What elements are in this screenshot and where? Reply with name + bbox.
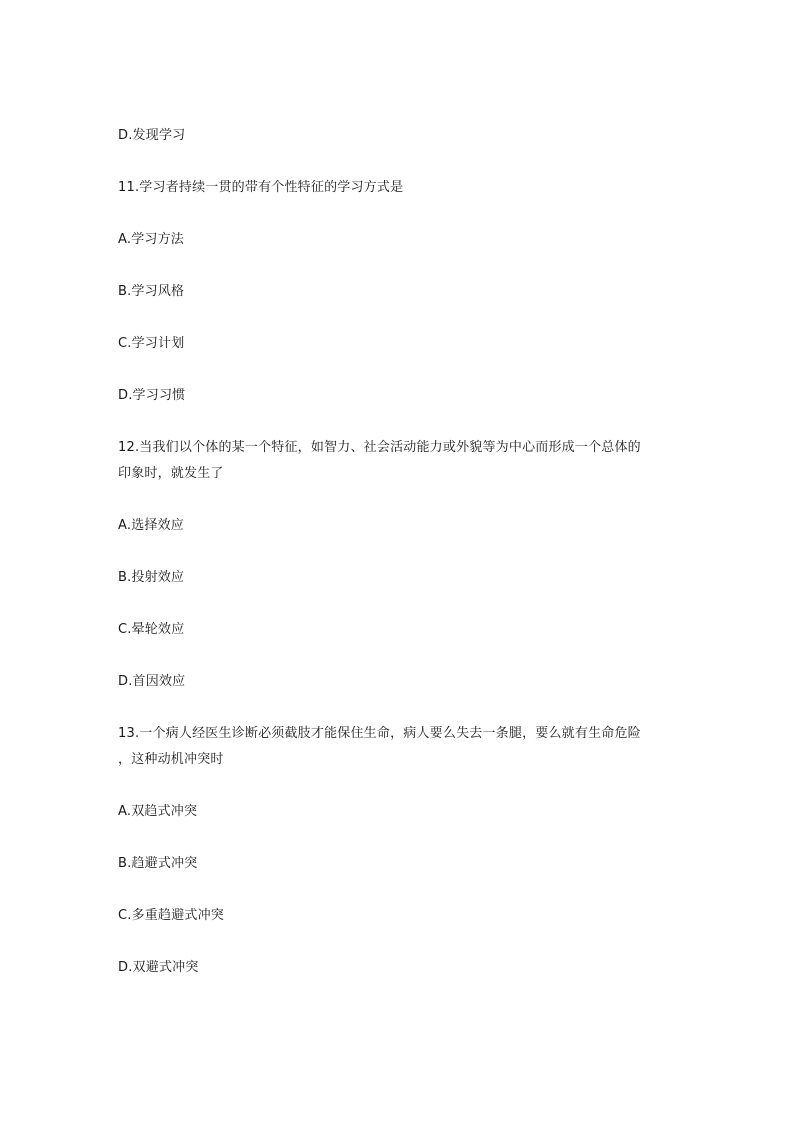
q12-option-d: D.首因效应 — [118, 674, 186, 689]
q12-option-a: A.选择效应 — [118, 518, 184, 533]
q13-option-a: A.双趋式冲突 — [118, 804, 198, 819]
q12-question-line1: 12.当我们以个体的某一个特征，如智力、社会活动能力或外貌等为中心而形成一个总体的 — [118, 440, 641, 455]
q12-option-c: C.晕轮效应 — [118, 622, 185, 637]
q11-question: 11.学习者持续一贯的带有个性特征的学习方式是 — [118, 180, 404, 195]
q12-question-line2: 印象时，就发生了 — [118, 466, 224, 481]
q13-question — [118, 721, 678, 773]
q13-question-line2: ，这种动机冲突时 — [118, 752, 224, 767]
q11-option-b: B.学习风格 — [118, 284, 185, 299]
q13-option-d: D.双避式冲突 — [118, 960, 199, 975]
q12-question — [118, 435, 678, 487]
q13-option-c: C.多重趋避式冲突 — [118, 908, 225, 923]
q11-option-c: C.学习计划 — [118, 336, 185, 351]
q10-option-d: D.发现学习 — [118, 128, 186, 143]
q11-option-a: A.学习方法 — [118, 232, 184, 247]
q12-option-b: B.投射效应 — [118, 570, 185, 585]
q11-option-d: D.学习习惯 — [118, 388, 186, 403]
q13-option-b: B.趋避式冲突 — [118, 856, 198, 871]
q13-question-line1: 13.一个病人经医生诊断必须截肢才能保住生命，病人要么失去一条腿，要么就有生命危险 — [118, 726, 641, 741]
